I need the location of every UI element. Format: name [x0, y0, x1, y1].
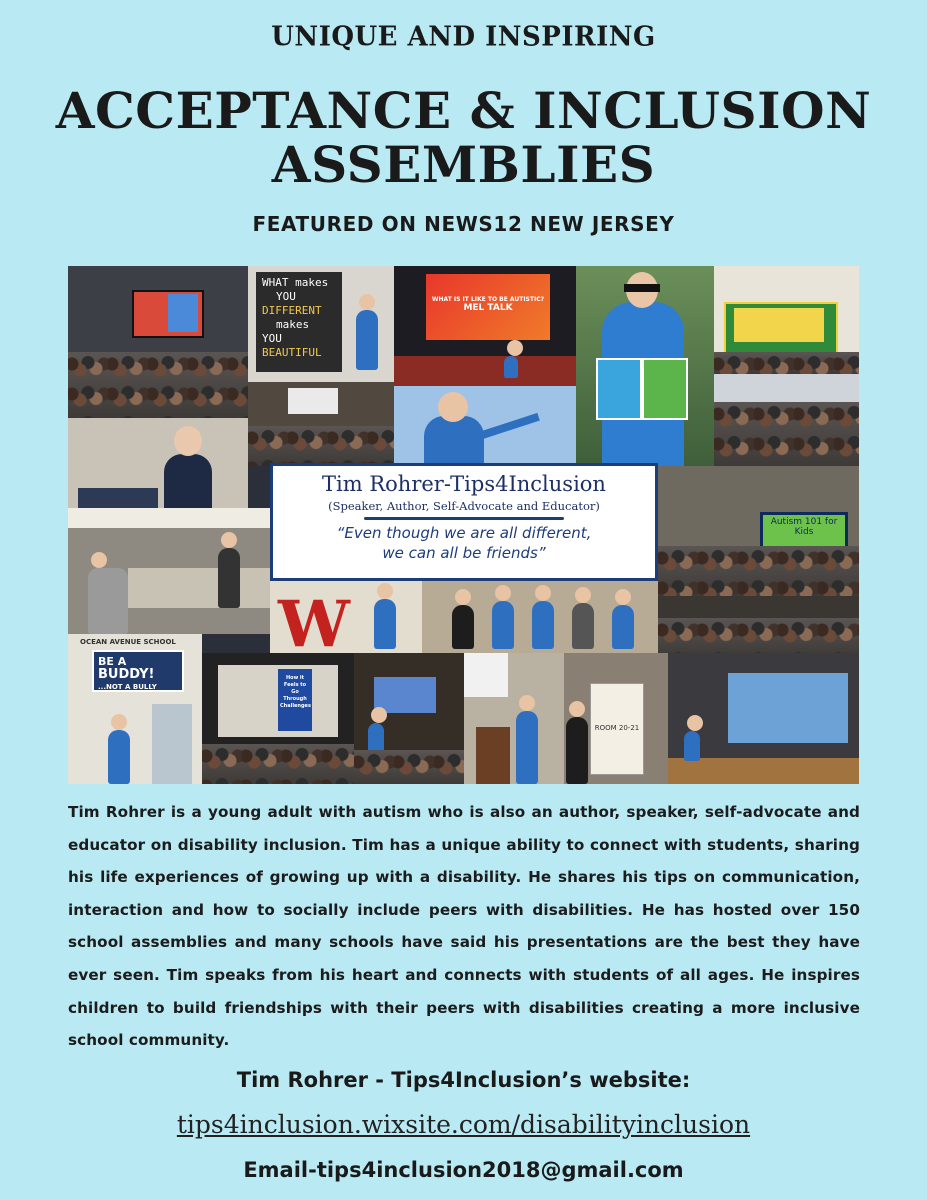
slide-autistic-text: WHAT IS IT LIKE TO BE AUTISTIC? MEL TALK	[431, 296, 545, 313]
photo-buddy-sign	[68, 634, 202, 784]
photo-class-banner	[714, 266, 859, 374]
kicker-heading: UNIQUE AND INSPIRING	[271, 21, 656, 53]
website-link[interactable]: tips4inclusion.wixsite.com/disabilityinclusion	[176, 1110, 751, 1139]
bio-paragraph: Tim Rohrer is a young adult with autism who is also an author, speaker, self-advocate and educator on disability inclusion. Tim has a unique ability to connect with students, sharing his life experiences of growing up with a disability. He shares his tips on communication, interaction and how to socially include peers with disabilities. He has hosted over 150 school assemblies and many schools have said his presentations are the best they have ever seen. Tim speaks from his heart and connects with students of all ages. He inspires children to build friendships with their peers with disabilities creating a more inclusive school community.	[68, 803, 860, 1050]
photo-classroom-audience	[714, 374, 859, 466]
autism-101-banner: Autism 101 for Kids	[760, 512, 848, 574]
caption-divider	[364, 517, 564, 520]
website-label: Tim Rohrer - Tips4Inclusion’s website:	[236, 1068, 691, 1092]
be-a-buddy-sign: BE A BUDDY! ...NOT A BULLY	[92, 650, 184, 692]
caption-subtitle: (Speaker, Author, Self-Advocate and Educator)	[328, 499, 600, 513]
title-line-1: ACCEPTANCE & INCLUSION	[55, 81, 872, 140]
photo-holding-books	[576, 266, 714, 466]
photo-chalkboard	[248, 266, 394, 382]
school-name-sign: OCEAN AVENUE SCHOOL	[80, 638, 176, 646]
photo-big-gym-crowd	[658, 596, 859, 656]
photo-room-sign	[564, 653, 668, 784]
photo-tim-pointing	[394, 386, 576, 464]
photo-stage-projector	[354, 653, 464, 784]
photo-challenges-slide	[202, 653, 354, 784]
page-title	[0, 81, 927, 194]
photo-podium-speaker	[68, 418, 248, 508]
w-letter-logo: W	[278, 587, 350, 653]
photo-conference-table	[68, 508, 270, 634]
caption-title: Tim Rohrer-Tips4Inclusion	[322, 472, 606, 496]
title-line-2: ASSEMBLIES	[271, 135, 656, 194]
photo-auditorium	[668, 653, 859, 784]
photo-gym-small	[248, 382, 394, 466]
challenges-slide-text: How it Feels to Go Through Challenges	[280, 675, 311, 709]
featured-subheading: FEATURED ON NEWS12 NEW JERSEY	[252, 212, 675, 236]
photo-hallway	[658, 466, 859, 596]
caption-quote: “Even though we are all different, we can all be friends”	[336, 524, 592, 562]
email-contact[interactable]: Email-tips4inclusion2018@gmail.com	[243, 1158, 684, 1182]
photo-gym-screens	[68, 266, 248, 418]
photo-students-books	[422, 581, 658, 653]
photo-collage	[68, 266, 859, 784]
tips4inclusion-caption-box	[270, 463, 658, 581]
chalkboard-sign: WHAT makes YOU DIFFERENT makes YOU BEAUTIFUL	[256, 272, 342, 372]
photo-w-logo-gym	[270, 581, 422, 653]
room-sign: ROOM 20-21	[590, 683, 644, 775]
photo-stage-slide	[394, 266, 576, 386]
